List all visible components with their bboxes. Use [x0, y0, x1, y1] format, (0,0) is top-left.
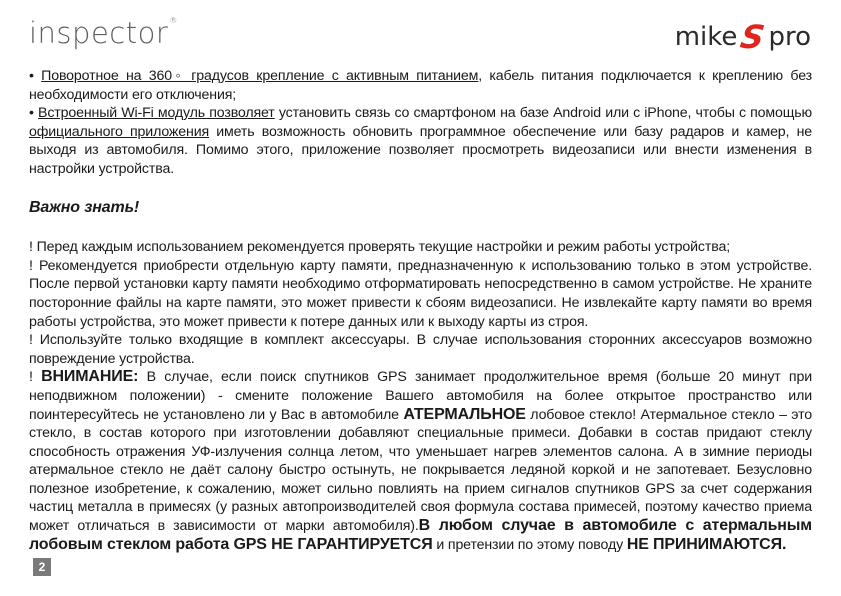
warning-emphasis: НЕ ПРИНИМАЮТСЯ. [626, 535, 787, 553]
warning-label: ВНИМАНИЕ: [41, 368, 139, 386]
bullet-text: иметь возможность обновить программное обеспечение или базу радаров и камер, не выходя из автомобиля. Помимо этого, приложение позволяет просмотреть видеозаписи или внести изменения в настройки устройства. [29, 123, 813, 177]
inspector-logo [29, 16, 178, 50]
feature-wifi-link: Встроенный Wi-Fi модуль позволяет [38, 105, 275, 122]
warning-text: лобовое стекло! Атермальное стекло – это стекло, в состав которого при изготовлении добавляют специальные примеси. Добавки в состав придают стеклу способность отражения УФ-излучения солнца летом, что уменьшает нагрев элементов салона. А в зимние периоды атермальное стекло не даёт салону быстро остынуть, не покрывается ледяной коркой и не запотевает. Безусловно полезное изобретение, к сожалению, может сильно повлиять на прием сигналов спутников GPS за счет содержания частиц металла в примесях (у разных автопроизводителей своя формула состава примесей, поэтому качество приема может отличаться в зависимости от марки автомобиля). [29, 406, 812, 535]
note-accessories: ! Используйте только входящие в комплект аксессуары. В случае использования сторонних аксессуаров возможно повреждение устройства. [29, 332, 812, 367]
inspector-logo-text: inspector [29, 16, 169, 50]
mike-s-pro-logo [675, 18, 811, 56]
feature-mount-link: Поворотное на 360◦ градусов крепление с активным питанием [41, 68, 479, 84]
bullet-text: , кабель питания подключается к креплению без необходимости его отключения; [29, 68, 812, 103]
document-body [29, 67, 812, 554]
registered-mark: ® [169, 16, 178, 25]
bullet-wifi [29, 104, 812, 178]
warning-marker: ! [29, 369, 42, 386]
logo-suffix: pro [768, 22, 811, 52]
note-memory-card: ! Рекомендуется приобрести отдельную карту памяти, предназначенную к использованию только в этом устройстве. После первой установки карту памяти необходимо отформатировать непосредственно в самом устройстве. Не храните посторонние файлы на карте памяти, это может привести к сбоям видеозаписи. Не извлекайте карту памяти во время работы устройства, это может привести к потере данных или к выходу карты из строя. [29, 257, 812, 330]
warning-emphasis: АТЕРМАЛЬНОЕ [403, 405, 526, 423]
bullet-marker: • [29, 68, 42, 84]
note-check-settings: ! Перед каждым использованием рекомендуется проверять текущие настройки и режим работы устройства; [29, 239, 730, 256]
warning-emphasis: В любом случае в автомобиле с атермальным лобовым стеклом работа GPS НЕ ГАРАНТИРУЕТСЯ [29, 517, 812, 553]
warning-text: и претензии по этому поводу [432, 536, 627, 553]
logo-s-mark: S [738, 18, 768, 56]
warning-paragraph [29, 368, 812, 554]
page-number: 2 [33, 558, 51, 576]
section-heading: Важно знать! [29, 198, 140, 216]
bullet-marker: • [29, 105, 39, 122]
bullet-text: установить связь со смартфоном на базе Android или с iPhone, чтобы с помощью [274, 105, 813, 122]
official-app-link: официального приложения [29, 123, 210, 140]
logo-prefix: mike [674, 22, 738, 52]
page-header [0, 0, 841, 60]
warning-text: В случае, если поиск спутников GPS занимает продолжительное время (больше 20 минут при неподвижном положении) - смените положение Вашего автомобиля на более открытое пространство или поинтересуйтесь не установлено ли у Вас в автомобиле [29, 369, 812, 423]
bullet-mount [29, 67, 812, 104]
